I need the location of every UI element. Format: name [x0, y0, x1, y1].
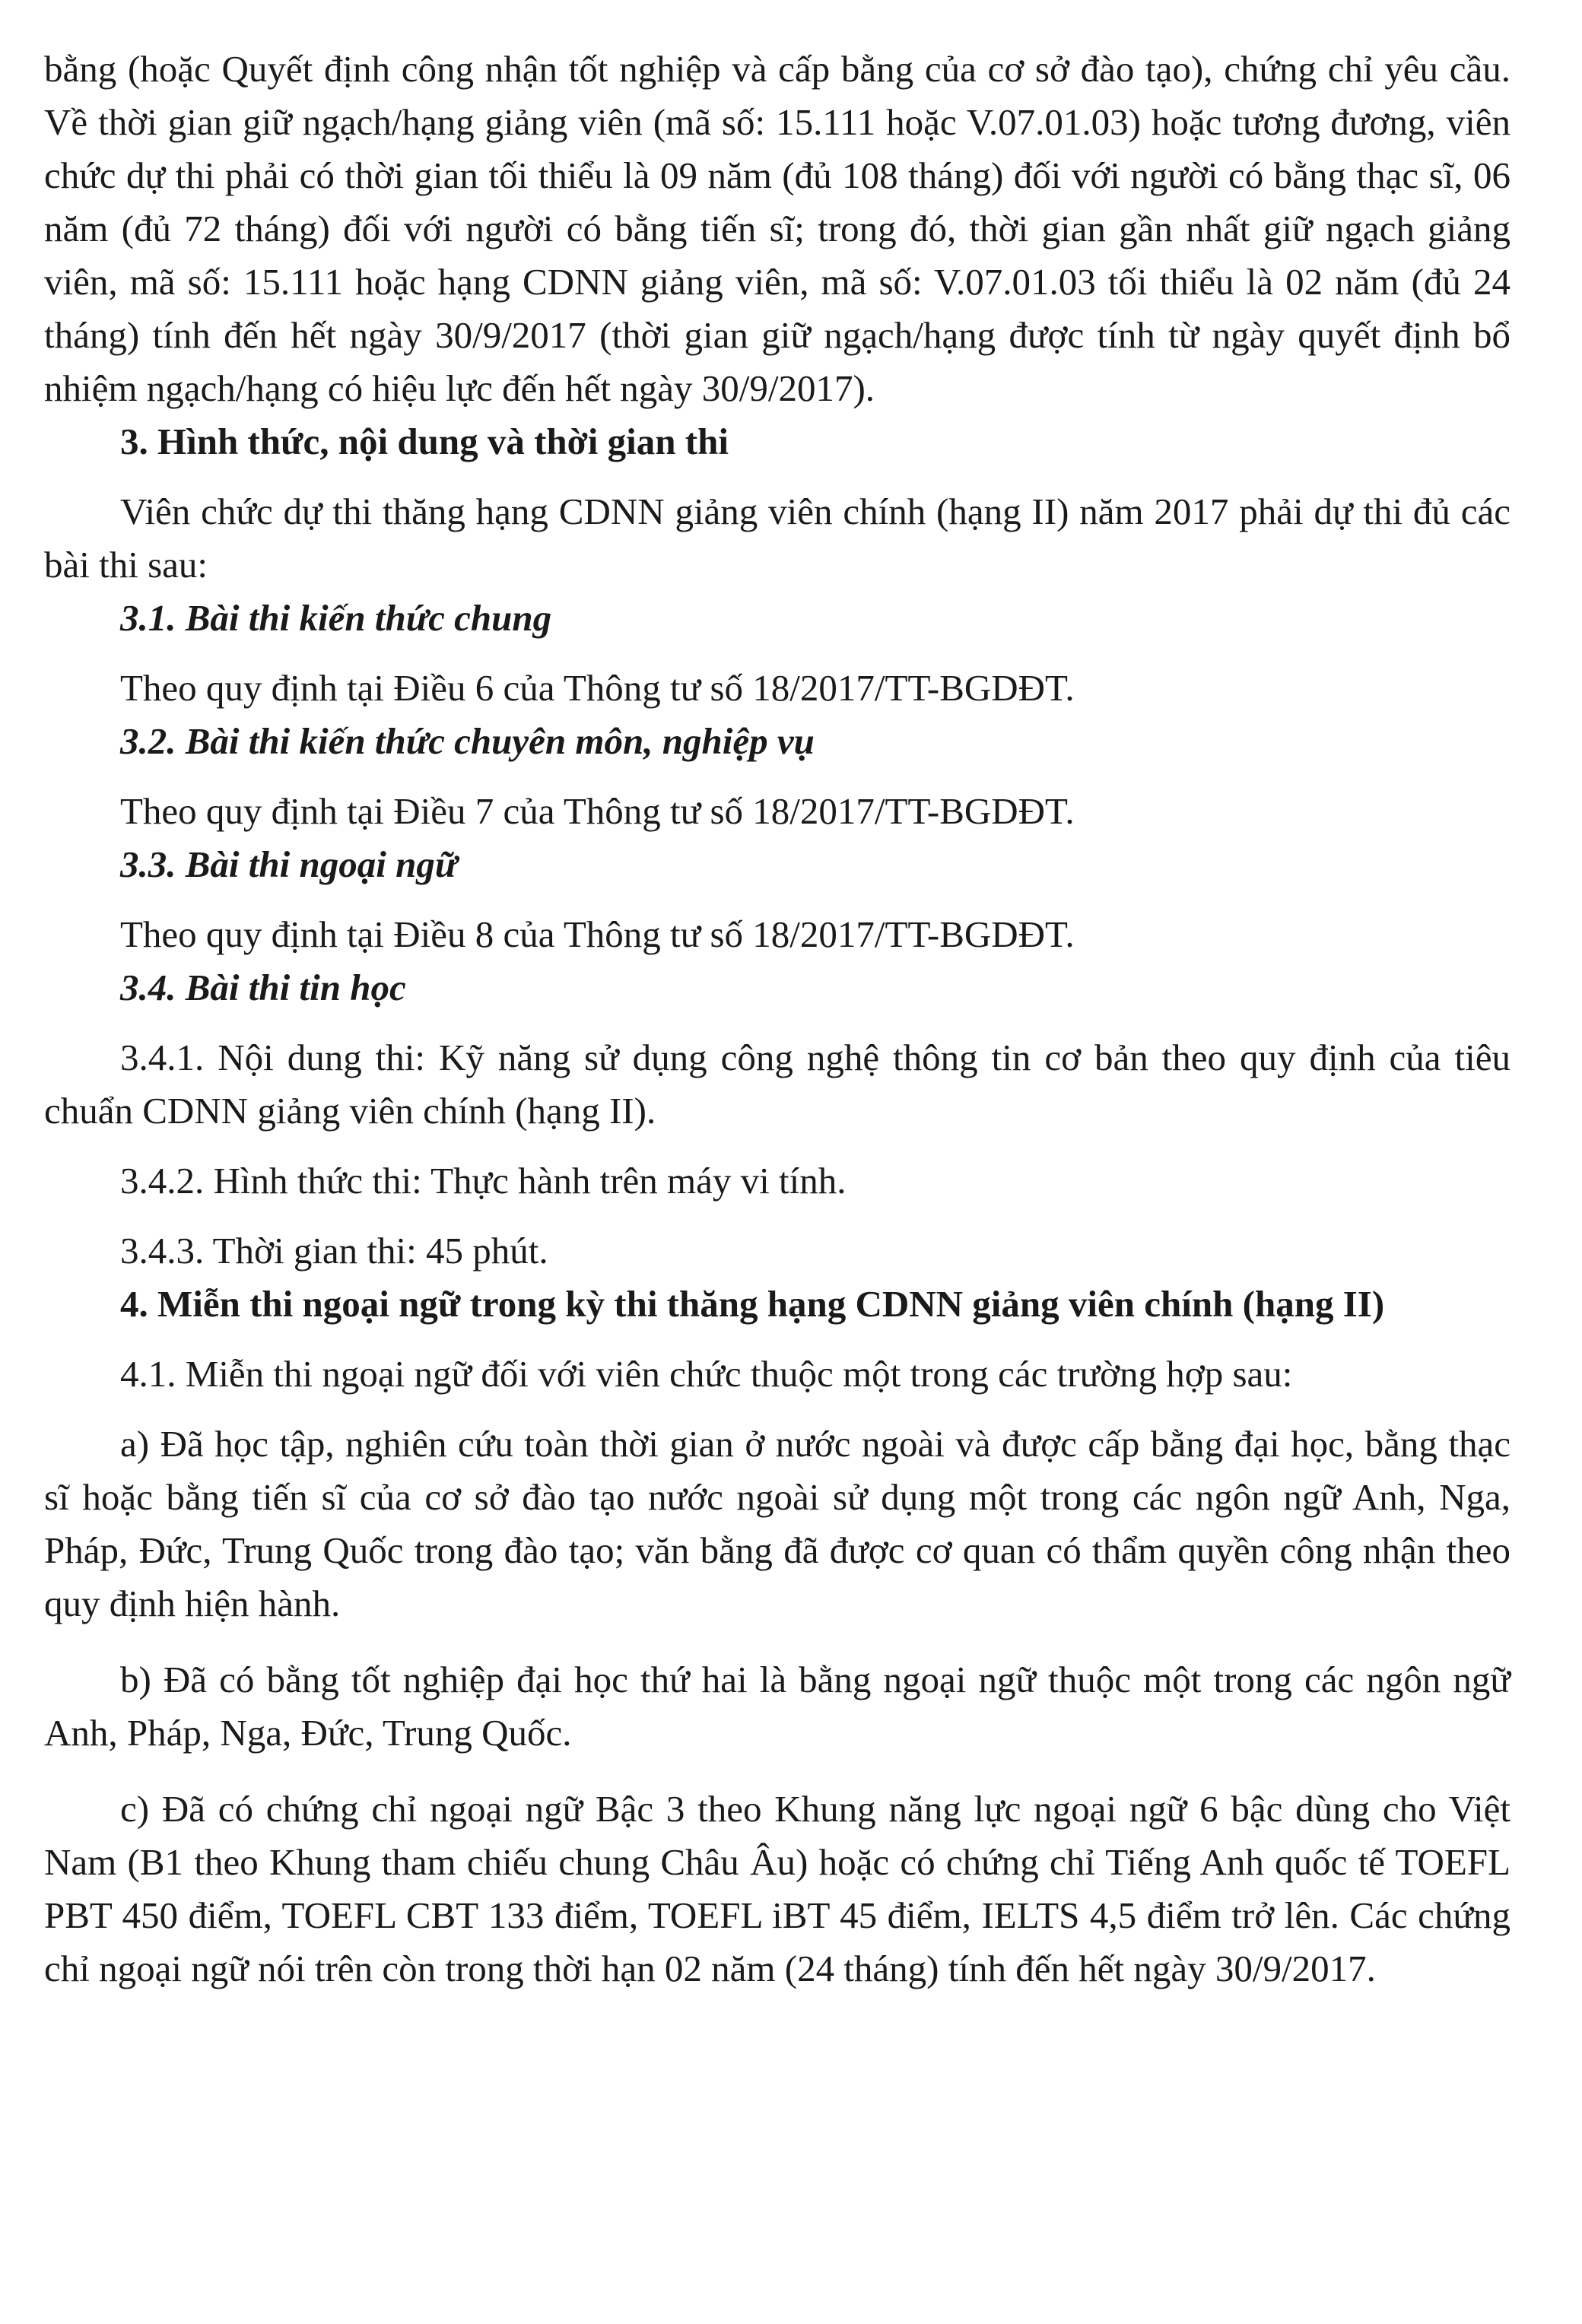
paragraph-section-3-2: Theo quy định tại Điều 7 của Thông tư số 18/2017/TT-BGDĐT.	[120, 790, 1075, 832]
paragraph-section-3-4-1: 3.4.1. Nội dung thi: Kỹ năng sử dụng công nghệ thông tin cơ bản theo quy định của tiêu chuẩn CDNN giảng viên chính (hạng II).	[44, 1037, 1511, 1132]
document-page	[44, 43, 1511, 1995]
heading-section-3-1: 3.1. Bài thi kiến thức chung	[120, 597, 552, 639]
paragraph-intro: bằng (hoặc Quyết định công nhận tốt nghiệp và cấp bằng của cơ sở đào tạo), chứng chỉ yêu cầu. Về thời gian giữ ngạch/hạng giảng viên (mã số: 15.111 hoặc V.07.01.03) hoặc tương đương, viên chức dự thi phải có thời gian tối thiểu là 09 năm (đủ 108 tháng) đối với người có bằng thạc sĩ, 06 năm (đủ 72 tháng) đối với người có bằng tiến sĩ; trong đó, thời gian gần nhất giữ ngạch giảng viên, mã số: 15.111 hoặc hạng CDNN giảng viên, mã số: V.07.01.03 tối thiểu là 02 năm (đủ 24 tháng) tính đến hết ngày 30/9/2017 (thời gian giữ ngạch/hạng được tính từ ngày quyết định bổ nhiệm ngạch/hạng có hiệu lực đến hết ngày 30/9/2017).	[44, 48, 1511, 409]
paragraph-section-4-1-a: a) Đã học tập, nghiên cứu toàn thời gian ở nước ngoài và được cấp bằng đại học, bằng thạc sĩ hoặc bằng tiến sĩ của cơ sở đào tạo nước ngoài sử dụng một trong các ngôn ngữ Anh, Nga, Pháp, Đức, Trung Quốc trong đào tạo; văn bằng đã được cơ quan có thẩm quyền công nhận theo quy định hiện hành.	[44, 1423, 1511, 1624]
heading-section-3-2: 3.2. Bài thi kiến thức chuyên môn, nghiệp vụ	[120, 720, 815, 762]
paragraph-section-4-1: 4.1. Miễn thi ngoại ngữ đối với viên chức thuộc một trong các trường hợp sau:	[120, 1353, 1293, 1395]
heading-section-4: 4. Miễn thi ngoại ngữ trong kỳ thi thăng hạng CDNN giảng viên chính (hạng II)	[120, 1283, 1385, 1325]
paragraph-section-4-1-c: c) Đã có chứng chỉ ngoại ngữ Bậc 3 theo Khung năng lực ngoại ngữ 6 bậc dùng cho Việt Nam (B1 theo Khung tham chiếu chung Châu Âu) hoặc có chứng chỉ Tiếng Anh quốc tế TOEFL PBT 450 điểm, TOEFL CBT 133 điểm, TOEFL iBT 45 điểm, IELTS 4,5 điểm trở lên. Các chứng chỉ ngoại ngữ nói trên còn trong thời hạn 02 năm (24 tháng) tính đến hết ngày 30/9/2017.	[44, 1788, 1511, 1989]
paragraph-section-3-4-3: 3.4.3. Thời gian thi: 45 phút.	[120, 1230, 548, 1272]
paragraph-section-4-1-b: b) Đã có bằng tốt nghiệp đại học thứ hai là bằng ngoại ngữ thuộc một trong các ngôn ngữ Anh, Pháp, Nga, Đức, Trung Quốc.	[44, 1659, 1511, 1754]
heading-section-3: 3. Hình thức, nội dung và thời gian thi	[120, 421, 729, 462]
heading-section-3-4: 3.4. Bài thi tin học	[120, 967, 406, 1008]
heading-section-3-3: 3.3. Bài thi ngoại ngữ	[120, 843, 458, 885]
paragraph-section-3-1: Theo quy định tại Điều 6 của Thông tư số 18/2017/TT-BGDĐT.	[120, 667, 1075, 709]
paragraph-section-3-4-2: 3.4.2. Hình thức thi: Thực hành trên máy vi tính.	[120, 1160, 847, 1202]
paragraph-section-3-intro: Viên chức dự thi thăng hạng CDNN giảng viên chính (hạng II) năm 2017 phải dự thi đủ các bài thi sau:	[44, 491, 1511, 586]
paragraph-section-3-3: Theo quy định tại Điều 8 của Thông tư số 18/2017/TT-BGDĐT.	[120, 913, 1075, 955]
